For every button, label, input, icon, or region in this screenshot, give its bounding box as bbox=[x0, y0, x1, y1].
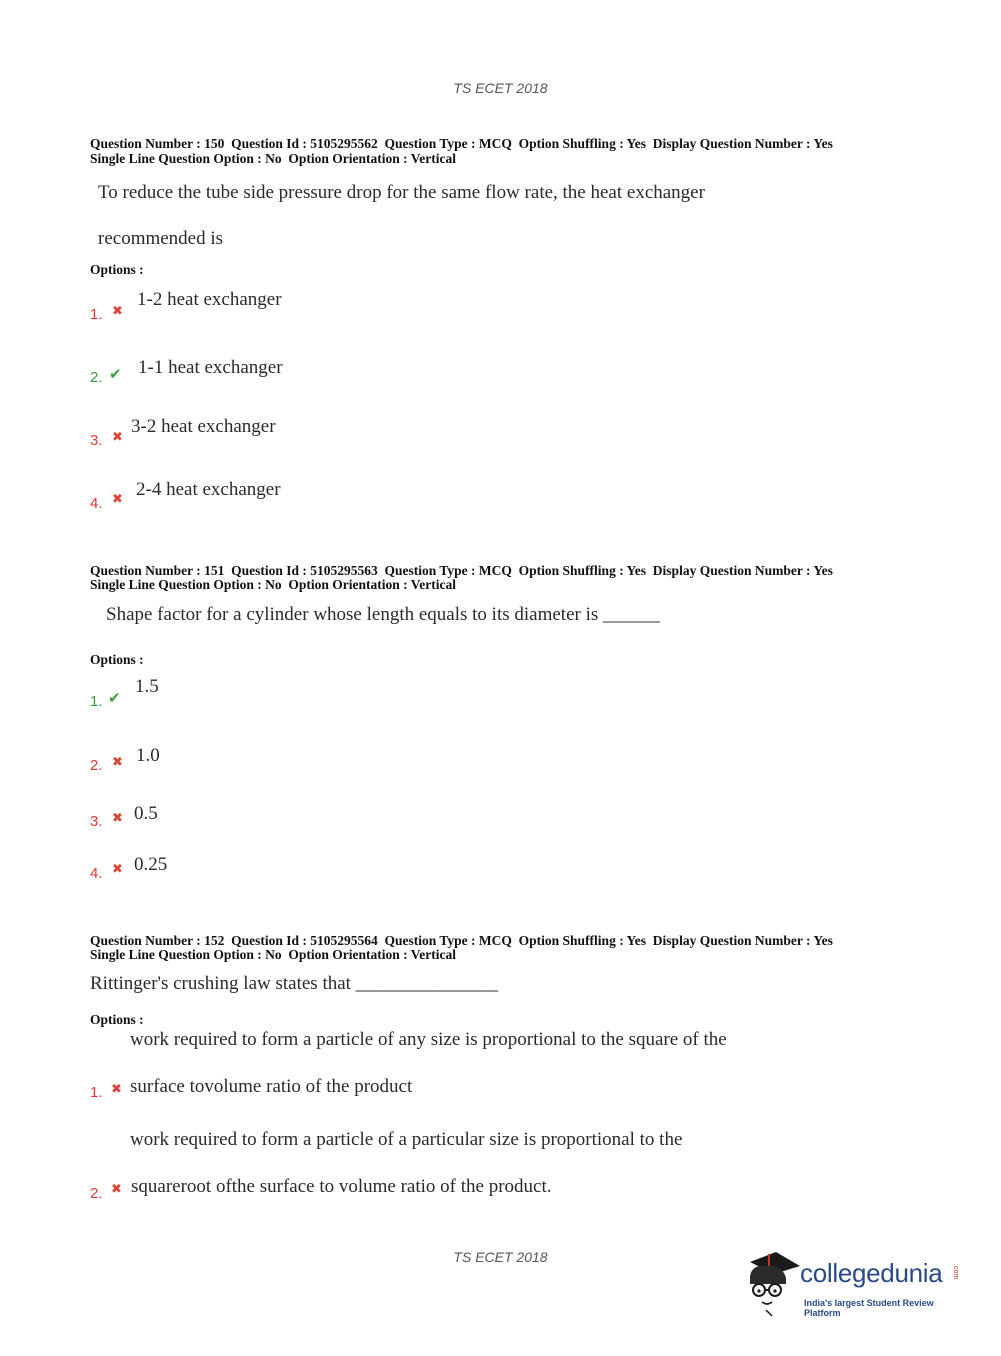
question-text: To reduce the tube side pressure drop for the same flow rate, the heat exchanger bbox=[98, 182, 705, 203]
logo-name: collegedunia bbox=[800, 1258, 943, 1288]
option-number: 1. bbox=[90, 1084, 103, 1101]
cross-icon: ✖ bbox=[112, 492, 123, 507]
option-text-line2: squareroot ofthe surface to volume ratio of the product. bbox=[131, 1176, 552, 1197]
question-text: Shape factor for a cylinder whose length equals to its diameter is ______ bbox=[106, 604, 661, 625]
option-number: 2. bbox=[90, 1185, 103, 1202]
question-text-line2: recommended is bbox=[98, 228, 224, 249]
option-text-line2: surface tovolume ratio of the product bbox=[130, 1076, 413, 1097]
cross-icon: ✖ bbox=[112, 304, 123, 319]
cross-icon: ✖ bbox=[111, 1082, 122, 1097]
options-label: Options : bbox=[90, 1012, 144, 1027]
question-meta: Question Number : 152 Question Id : 5105295564 Question Type : MCQ Option Shuffling : Yes Display Question Number : Yes bbox=[90, 933, 833, 948]
check-icon: ✔ bbox=[108, 689, 121, 707]
logo-suffix: .com bbox=[952, 1264, 959, 1280]
option-text: 1.0 bbox=[136, 745, 160, 766]
option-number: 3. bbox=[90, 813, 103, 830]
option-number: 1. bbox=[90, 693, 103, 710]
option-number: 3. bbox=[90, 432, 103, 449]
option-text: 1-2 heat exchanger bbox=[137, 289, 282, 310]
check-icon: ✔ bbox=[109, 365, 122, 383]
cross-icon: ✖ bbox=[111, 1182, 122, 1197]
option-number: 1. bbox=[90, 306, 103, 323]
page-header: TS ECET 2018 bbox=[453, 80, 548, 96]
question-meta: Question Number : 151 Question Id : 5105295563 Question Type : MCQ Option Shuffling : Yes Display Question Number : Yes bbox=[90, 563, 833, 578]
logo-tagline: India's largest Student Review Platform bbox=[804, 1298, 934, 1318]
question-text: Rittinger's crushing law states that _______________ bbox=[90, 973, 499, 994]
cross-icon: ✖ bbox=[112, 862, 123, 877]
page-footer: TS ECET 2018 bbox=[453, 1249, 548, 1265]
options-label: Options : bbox=[90, 262, 144, 277]
option-text: 0.5 bbox=[134, 803, 158, 824]
option-number: 4. bbox=[90, 495, 103, 512]
collegedunia-logo bbox=[742, 1248, 972, 1318]
question-meta-line2: Single Line Question Option : No Option Orientation : Vertical bbox=[90, 947, 457, 962]
option-text: work required to form a particle of a particular size is proportional to the bbox=[130, 1129, 683, 1150]
cross-icon: ✖ bbox=[112, 811, 123, 826]
option-text: 1.5 bbox=[135, 676, 159, 697]
option-number: 2. bbox=[90, 369, 103, 386]
option-number: 4. bbox=[90, 865, 103, 882]
option-text: 3-2 heat exchanger bbox=[131, 416, 276, 437]
question-meta: Question Number : 150 Question Id : 5105295562 Question Type : MCQ Option Shuffling : Yes Display Question Number : Yes bbox=[90, 136, 833, 151]
option-text: 2-4 heat exchanger bbox=[136, 479, 281, 500]
question-meta-line2: Single Line Question Option : No Option Orientation : Vertical bbox=[90, 577, 457, 592]
option-text: 1-1 heat exchanger bbox=[138, 357, 283, 378]
question-meta-line2: Single Line Question Option : No Option Orientation : Vertical bbox=[90, 151, 457, 166]
cross-icon: ✖ bbox=[112, 430, 123, 445]
option-number: 2. bbox=[90, 757, 103, 774]
option-text: 0.25 bbox=[134, 854, 168, 875]
cross-icon: ✖ bbox=[112, 755, 123, 770]
option-text: work required to form a particle of any size is proportional to the square of the bbox=[130, 1029, 727, 1050]
options-label: Options : bbox=[90, 652, 144, 667]
mascot-icon bbox=[742, 1248, 802, 1318]
